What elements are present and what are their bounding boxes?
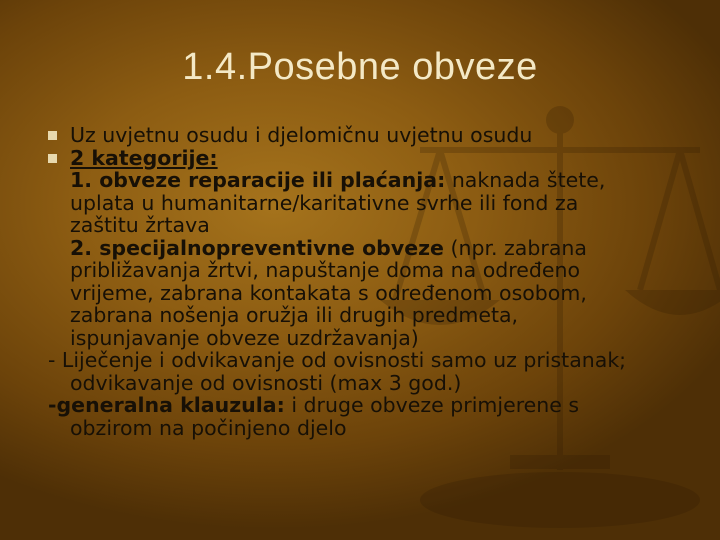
treatment-text: - Liječenje i odvikavanje od ovisnosti samo uz pristanak; [48, 348, 627, 372]
category-2-text: (npr. zabrana [443, 235, 587, 260]
general-clause-text: obzirom na počinjeno djelo [70, 415, 347, 440]
category-1-text: uplata u humanitarne/karitativne svrhe ili fond za [70, 190, 579, 215]
bullet-text: Uz uvjetnu osudu i djelomičnu uvjetnu osudu [70, 123, 533, 147]
slide-title: 1.4.Posebne obveze [182, 46, 538, 88]
category-1 [48, 169, 688, 192]
category-1-heading: 1. obveze reparacije ili plaćanja: [70, 168, 446, 192]
category-2-text: zabrana nošenja oružja ili drugih predmeta, [70, 303, 519, 327]
category-2 [48, 237, 688, 260]
slide-body [48, 124, 688, 439]
general-clause [48, 394, 688, 417]
general-clause-heading: -generalna klauzula: [48, 393, 285, 417]
bullet-item [48, 124, 688, 147]
category-1-text: zaštitu žrtava [70, 213, 210, 237]
category-2-text: vrijeme, zabrana kontakata s određenom osobom, [70, 280, 587, 305]
general-clause-text: i druge obveze primjerene s [284, 393, 580, 417]
treatment-text: odvikavanje od ovisnosti (max 3 god.) [70, 370, 462, 395]
category-2-text: približavanja žrtvi, napuštanje doma na određeno [70, 258, 581, 282]
square-bullet-icon [48, 154, 57, 163]
category-2-text: ispunjavanje obveze uzdržavanja) [70, 325, 419, 350]
square-bullet-icon [48, 131, 57, 140]
category-2-heading: 2. specijalnopreventivne obveze [70, 235, 444, 260]
bullet-text: 2 kategorije: [70, 145, 218, 170]
bullet-item [48, 147, 688, 170]
category-1-text: naknada štete, [445, 168, 606, 192]
